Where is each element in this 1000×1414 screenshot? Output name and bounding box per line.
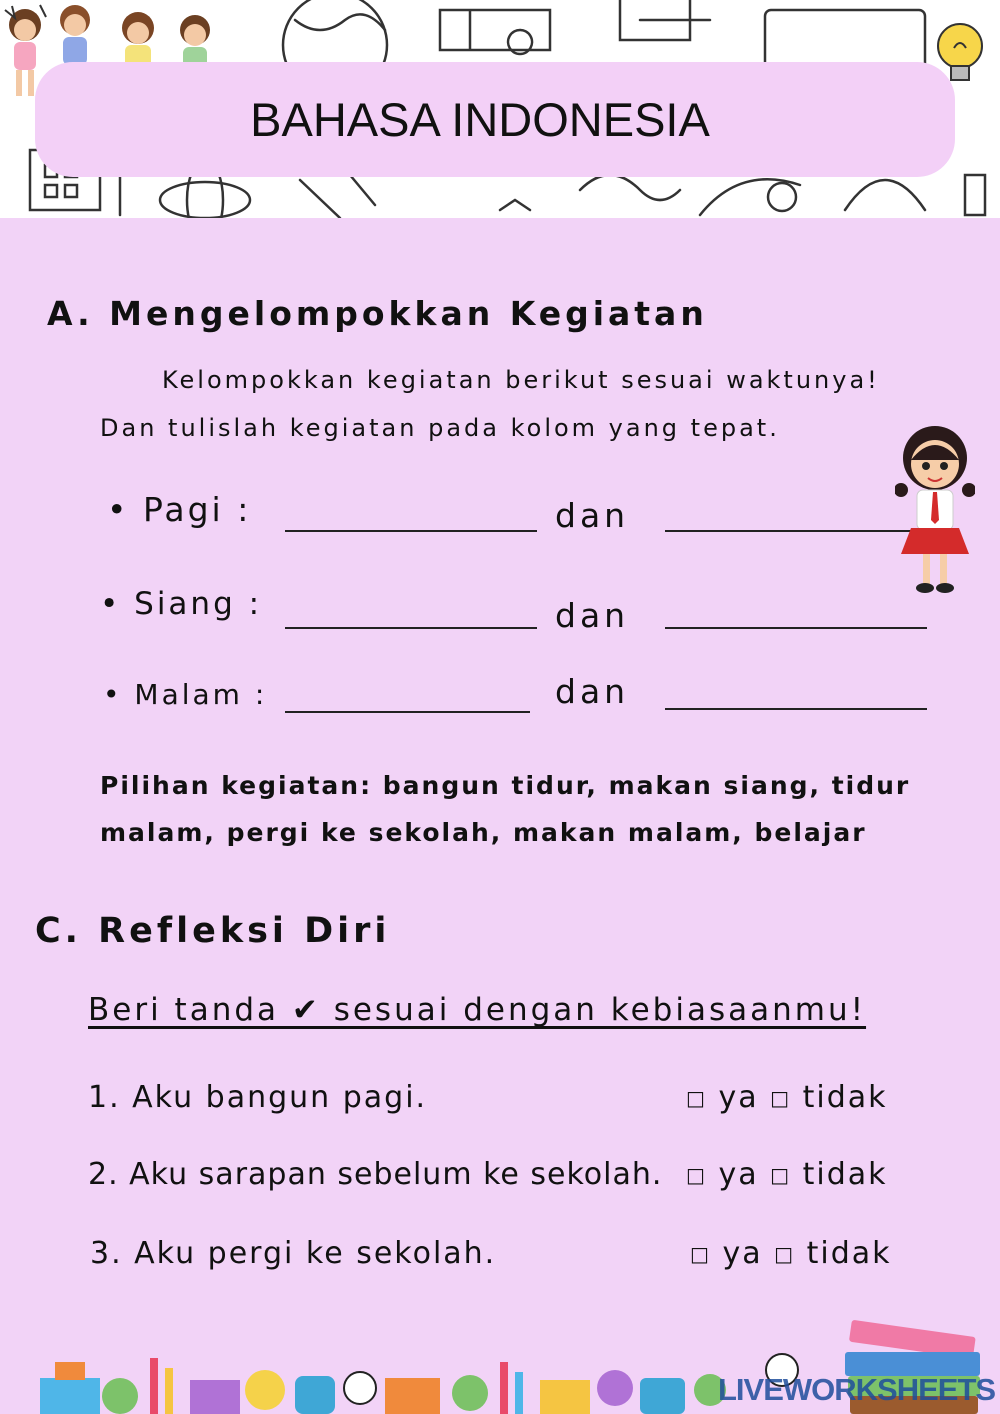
watermark: LIVEWORKSHEETS	[718, 1372, 996, 1407]
blank-pagi-1[interactable]	[285, 530, 537, 532]
connector-dan: dan	[555, 496, 630, 535]
options-2	[686, 1157, 888, 1192]
blank-pagi-2[interactable]	[665, 530, 920, 532]
option-no-label: tidak	[806, 1236, 892, 1271]
option-no-label: tidak	[802, 1157, 888, 1192]
connector-dan: dan	[555, 672, 630, 711]
page-title: BAHASA INDONESIA	[250, 93, 710, 146]
choices-line-2: malam, pergi ke sekolah, makan malam, belajar	[100, 818, 867, 847]
option-yes-label: ya	[718, 1157, 759, 1192]
statement-3: 3. Aku pergi ke sekolah.	[90, 1236, 497, 1271]
instruction-line-1: Kelompokkan kegiatan berikut sesuai waktunya!	[162, 366, 880, 394]
title-banner	[35, 62, 955, 177]
checkbox-yes[interactable]: □	[686, 1086, 707, 1110]
checkbox-no[interactable]: □	[770, 1086, 792, 1110]
connector-dan: dan	[555, 596, 630, 635]
label-malam: • Malam :	[103, 678, 268, 711]
option-yes-label: ya	[722, 1236, 763, 1271]
checkbox-yes[interactable]: □	[686, 1163, 707, 1187]
statement-1: 1. Aku bangun pagi.	[88, 1080, 428, 1115]
checkbox-no[interactable]: □	[774, 1242, 796, 1266]
schoolgirl-illustration	[895, 420, 975, 600]
checkbox-no[interactable]: □	[770, 1163, 792, 1187]
section-c-heading: C. Refleksi Diri	[35, 911, 391, 951]
section-a-heading: A. Mengelompokkan Kegiatan	[47, 294, 708, 333]
option-no-label: tidak	[802, 1080, 888, 1115]
options-1	[686, 1080, 888, 1115]
checkbox-yes[interactable]: □	[690, 1242, 711, 1266]
options-3	[690, 1236, 892, 1271]
blank-malam-2[interactable]	[665, 708, 927, 710]
option-yes-label: ya	[718, 1080, 759, 1115]
blank-siang-2[interactable]	[665, 627, 927, 629]
reflection-instruction: Beri tanda ✔ sesuai dengan kebiasaanmu!	[88, 992, 867, 1028]
statement-2: 2. Aku sarapan sebelum ke sekolah.	[88, 1157, 663, 1192]
blank-malam-1[interactable]	[285, 711, 530, 713]
label-siang: • Siang :	[100, 586, 263, 622]
label-pagi: • Pagi :	[107, 490, 252, 529]
choices-line-1: Pilihan kegiatan: bangun tidur, makan siang, tidur	[100, 771, 911, 800]
instruction-line-2: Dan tulislah kegiatan pada kolom yang tepat.	[100, 414, 780, 442]
activity-choices	[100, 762, 980, 856]
blank-siang-1[interactable]	[285, 627, 537, 629]
